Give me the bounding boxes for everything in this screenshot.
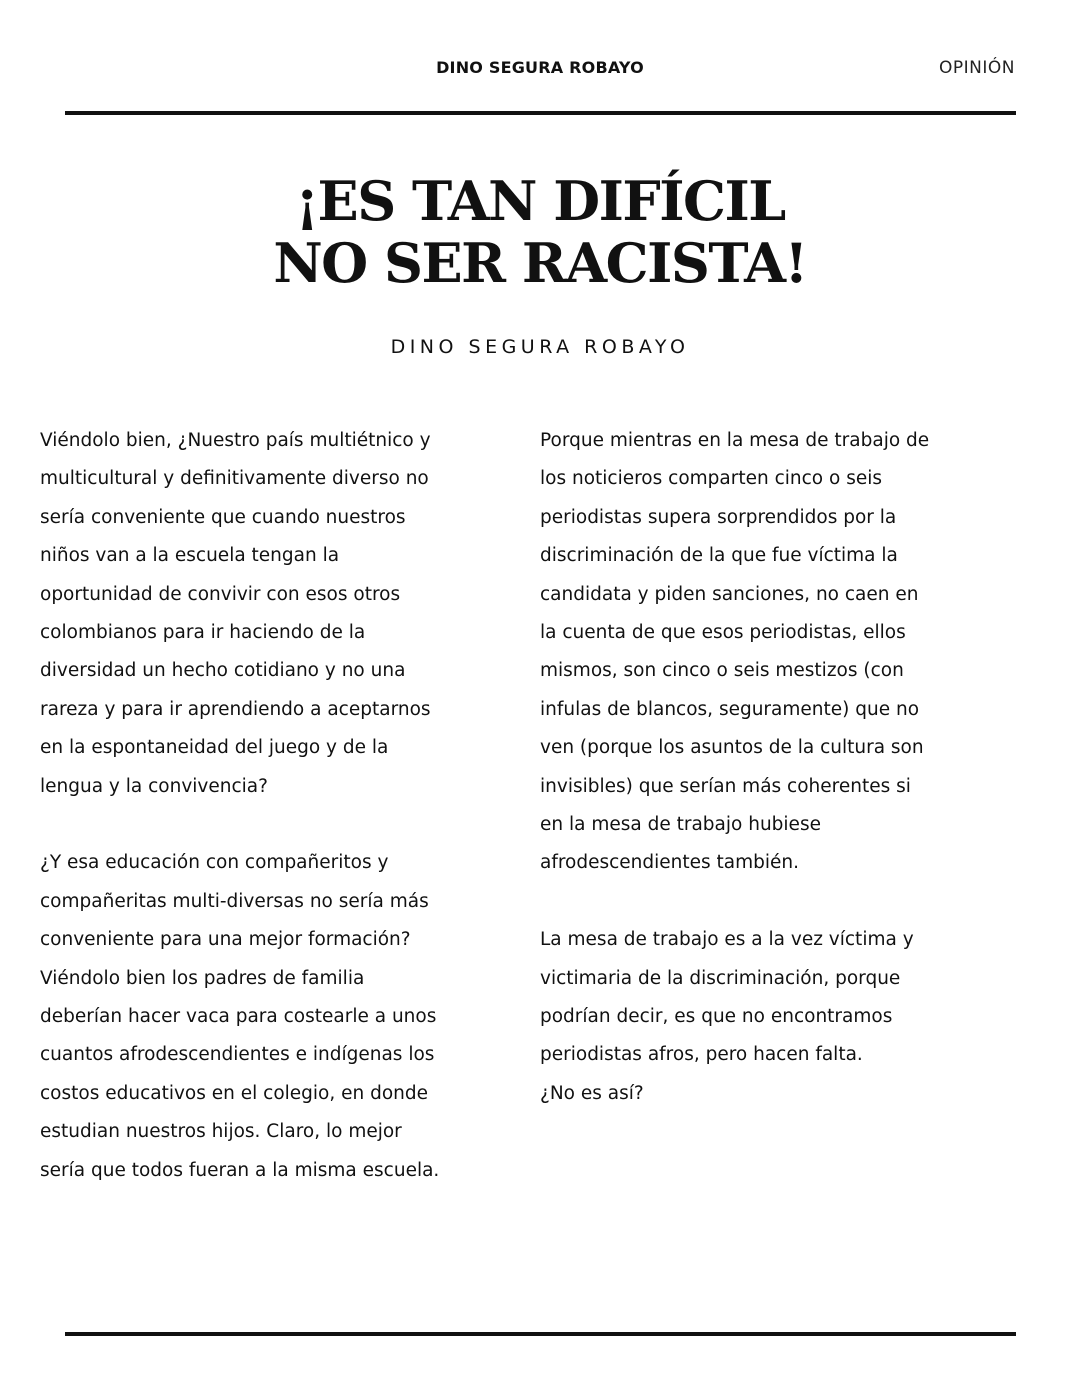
right-column	[540, 422, 1020, 1152]
right-paragraph-2: La mesa de trabajo es a la vez víctima y victimaria de la discriminación, porque podrían decir, es que no encontramos periodistas afros, pero hacen falta. ¿No es así?	[540, 929, 914, 1104]
article-title	[0, 170, 1080, 294]
top-divider	[65, 111, 1016, 115]
article-title-line-2: NO SER RACISTA!	[273, 231, 807, 295]
left-paragraph-1: Viéndolo bien, ¿Nuestro país multiétnico y multicultural y definitivamente diverso no sería conveniente que cuando nuestros niños van a la escuela tengan la oportunidad de convivir con esos otros colombianos para ir haciendo de la diversidad un hecho cotidiano y no una rareza y para ir aprendiendo a aceptarnos en la espontaneidad del juego y de la lengua y la convivencia?	[40, 430, 431, 797]
right-paragraph-1: Porque mientras en la mesa de trabajo de los noticieros comparten cinco o seis periodistas supera sorprendidos por la discriminación de la que fue víctima la candidata y piden sanciones, no caen en la cuenta de que esos periodistas, ellos mismos, son cinco o seis mestizos (con infulas de blancos, seguramente) que no ven (porque los asuntos de la cultura son invisibles) que serían más coherentes si en la mesa de trabajo hubiese afrodescendientes también.	[540, 430, 930, 874]
article-title-line-1: ¡ES TAN DIFÍCIL	[295, 169, 785, 233]
left-paragraph-2: ¿Y esa educación con compañeritos y compañeritas multi-diversas no sería más conveniente para una mejor formación? Viéndolo bien los padres de familia deberían hacer vaca para costearle a unos cuantos afrodescendientes e indígenas los costos educativos en el colegio, en donde estudian nuestros hijos. Claro, lo mejor sería que todos fueran a la misma escuela.	[40, 852, 440, 1181]
header-author: DINO SEGURA ROBAYO	[436, 58, 644, 77]
bottom-divider	[65, 1332, 1016, 1336]
article-byline: DINO SEGURA ROBAYO	[390, 336, 690, 358]
left-column	[40, 422, 510, 1229]
header-section-label: OPINIÓN	[939, 58, 1015, 78]
